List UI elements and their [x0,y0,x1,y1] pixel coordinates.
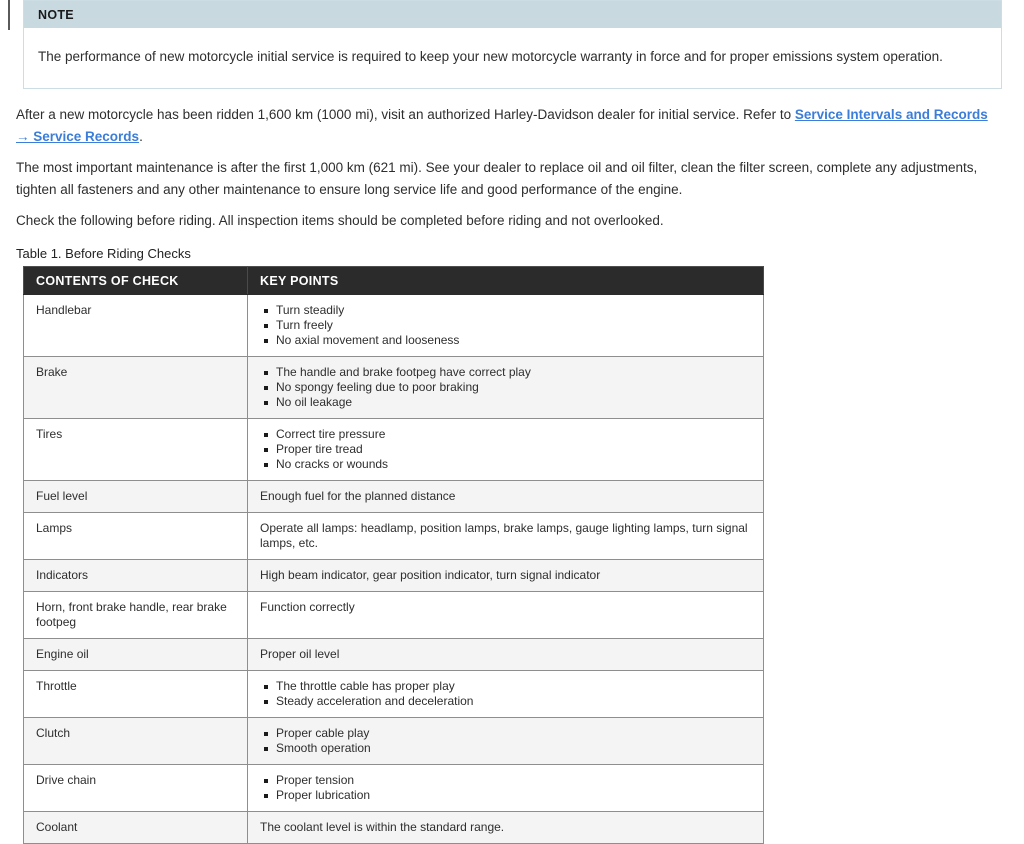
table-row [24,812,764,844]
key-points-cell: The coolant level is within the standard range. [248,812,764,844]
column-header-contents-of-check: CONTENTS OF CHECK [24,267,248,295]
key-points-cell: Enough fuel for the planned distance [248,481,764,513]
check-item-label: Fuel level [24,481,248,513]
key-point: The handle and brake footpeg have correct play [264,365,751,380]
note-title: NOTE [24,1,1001,28]
key-points-cell: Function correctly [248,592,764,639]
key-points-list [260,726,751,756]
check-item-label: Handlebar [24,295,248,357]
page-edge-line [8,0,10,30]
check-item-label: Clutch [24,718,248,765]
key-points-cell: Proper oil level [248,639,764,671]
key-point: Steady acceleration and deceleration [264,694,751,709]
key-point: No axial movement and looseness [264,333,751,348]
key-point: The throttle cable has proper play [264,679,751,694]
key-point: No cracks or wounds [264,457,751,472]
paragraph-initial-service-period: . [139,129,143,144]
paragraph-initial-service [16,104,994,148]
key-point: Turn steadily [264,303,751,318]
key-points-list [260,365,751,410]
key-points-list [260,427,751,472]
key-point: Proper tension [264,773,751,788]
key-point: Proper lubrication [264,788,751,803]
table-row [24,560,764,592]
page-content [0,89,995,844]
column-header-key-points: KEY POINTS [248,267,764,295]
table-caption: Table 1. Before Riding Checks [16,246,191,261]
key-points-cell: High beam indicator, gear position indicator, turn signal indicator [248,560,764,592]
key-points-cell: Operate all lamps: headlamp, position lamps, brake lamps, gauge lighting lamps, turn signal lamps, etc. [248,513,764,560]
table-row [24,765,764,812]
key-points-cell [248,765,764,812]
note-box [23,0,1002,89]
table-row [24,481,764,513]
table-row [24,592,764,639]
table-row [24,718,764,765]
paragraph-initial-service-text: After a new motorcycle has been ridden 1,600 km (1000 mi), visit an authorized Harley-Davidson dealer for initial service. Refer to [16,107,795,122]
key-point: No spongy feeling due to poor braking [264,380,751,395]
table-row [24,357,764,419]
paragraph-maintenance: The most important maintenance is after the first 1,000 km (621 mi). See your dealer to replace oil and oil filter, clean the filter screen, complete any adjustments, tighten all fasteners and any other maintenance to ensure long service life and good performance of the engine. [16,160,978,197]
check-item-label: Coolant [24,812,248,844]
check-item-label: Horn, front brake handle, rear brake footpeg [24,592,248,639]
table-row [24,671,764,718]
note-text: The performance of new motorcycle initial service is required to keep your new motorcycle warranty in force and for proper emissions system operation. [24,28,1001,88]
key-point: Proper cable play [264,726,751,741]
key-points-cell [248,295,764,357]
key-point: Correct tire pressure [264,427,751,442]
table-row [24,295,764,357]
key-points-cell [248,357,764,419]
check-item-label: Tires [24,419,248,481]
key-point: No oil leakage [264,395,751,410]
table-row [24,513,764,560]
check-item-label: Lamps [24,513,248,560]
service-records-link[interactable]: Service Intervals and Records → Service Records [16,107,988,144]
key-point: Turn freely [264,318,751,333]
table-header-row [24,267,764,295]
key-points-list [260,303,751,348]
table-row [24,639,764,671]
paragraph-check-before-riding: Check the following before riding. All inspection items should be completed before riding and not overlooked. [16,213,664,228]
table-row [24,419,764,481]
check-item-label: Drive chain [24,765,248,812]
key-point: Smooth operation [264,741,751,756]
key-points-cell [248,718,764,765]
key-points-cell [248,671,764,718]
check-item-label: Engine oil [24,639,248,671]
key-points-cell [248,419,764,481]
key-point: Proper tire tread [264,442,751,457]
check-item-label: Throttle [24,671,248,718]
check-item-label: Indicators [24,560,248,592]
key-points-list [260,773,751,803]
key-points-list [260,679,751,709]
before-riding-checks-table [23,266,764,844]
check-item-label: Brake [24,357,248,419]
